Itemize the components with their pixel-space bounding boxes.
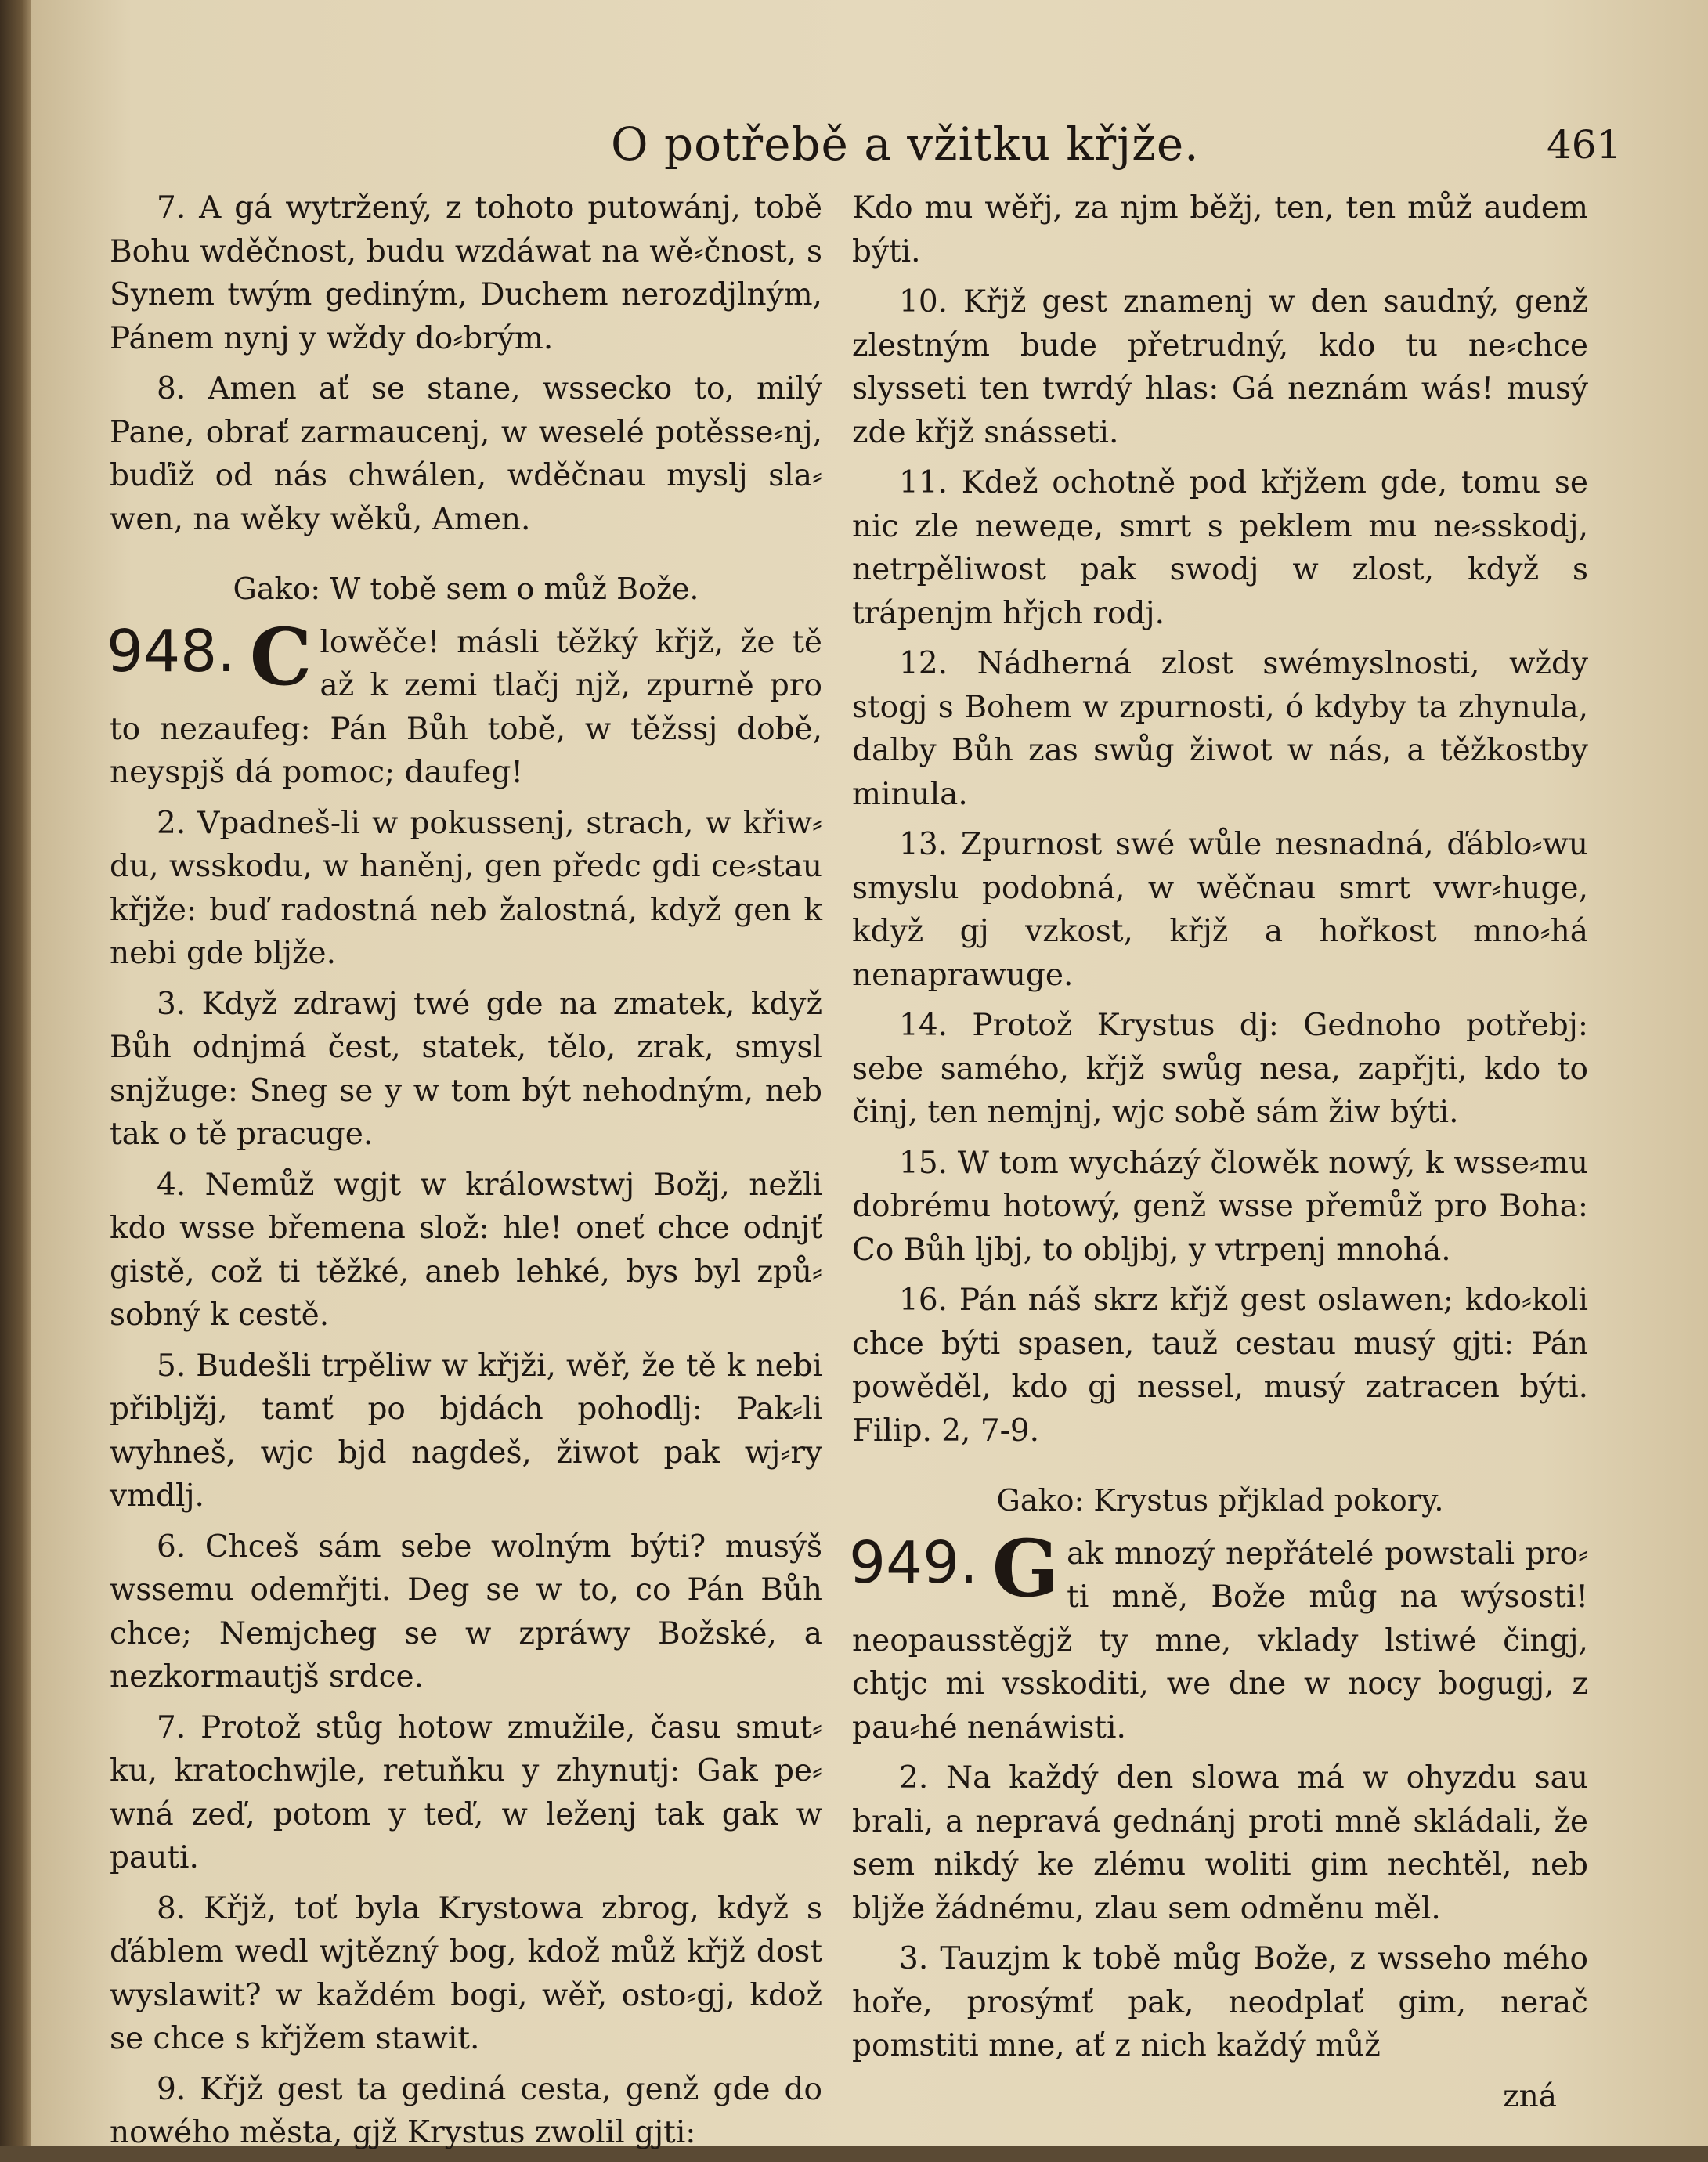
verse-16: 16. Pán náš skrz křjž gest oslawen; kdo⸗koli chce býti spasen, tauž cestau musý gjti: Pán powěděl, kdo gj nessel, musý zatracen býti. Filip. 2, 7-9. [852,1283,1588,1449]
verse-2: 2. Na každý den slowa má w ohyzdu sau brali, a nepravá gednánj proti mně skládali, že sem nikdý ke zlému woliti gim nechtěl, neb bljže žádnému, zlau sem odměnu měl. [852,1760,1588,1926]
page-number: 461 [1547,122,1622,168]
verse-6: 6. Chceš sám sebe wolným býti? musýš wssemu odemřjti. Deg se w to, co Pán Bůh chce; Nemjcheg se w zpráwy Božské, a nezkormautjš srdce. [110,1529,822,1695]
binding-gutter [0,0,31,2146]
left-column [107,186,822,2162]
verse-12: 12. Nádherná zlost swémyslnosti, wždy stogj s Bohem w zpurnosti, ó kdyby ta zhynula, dalby Bůh zas swůg žiwot w nás, a těžkostby minula. [852,646,1588,812]
verse-14: 14. Protož Krystus dj: Gednoho potřebj: sebe samého, křjž swůg nesa, zapřjti, kdo to činj, ten nemjnj, wjc sobě sám žiw býti. [852,1008,1588,1130]
verse-5: 5. Budešli trpěliw w křjži, wěř, že tě k nebi přibljžj, tamť po bjdách pohodlj: Pak⸗li wyhneš, wjc bjd nagdeš, žiwot pak wj⸗ry vmdlj. [110,1348,822,1514]
verse-text: ak mnozý nepřátelé powstali pro⸗ti mně, Bože můg na wýsosti! neopausstěgjž ty mne, vklady lstiwé čingj, chtjc mi vsskoditi, we dne w nocy bogugj, z pau⸗hé nenáwisti. [852,1536,1588,1745]
catchword: zná [1503,2078,1557,2114]
hymn-949-first-verse [849,1521,1588,1750]
verse-9-continued: Kdo mu wěřj, za njm běžj, ten, ten můž audem býti. [852,190,1588,269]
verse-8: 8. Amen ať se stane, wssecko to, milý Pane, obrať zarmaucenj, w weselé potěsse⸗nj, buďiž od nás chwálen, wděčnau myslj sla⸗wen, na wěky wěků, Amen. [110,371,822,537]
verse-9: 9. Křjž gest ta gediná cesta, genž gde do nowého města, gjž Krystus zwolil gjti: [110,2071,822,2150]
hymn-number: 949. [849,1529,978,1597]
book-page [31,0,1708,2150]
page-header [31,117,1708,180]
verse-text: lowěče! másli těžký křjž, že tě až k zemi tlačj njž, zpurně pro to nezaufeg: Pán Bůh tobě, w těžssj době, neyspjš dá pomoc; daufeg! [110,624,822,790]
verse-3: 3. Tauzjm k tobě můg Bože, z wsseho mého hoře, prosýmť pak, neodplať gim, nerač pomstiti mne, ať z nich každý můž [852,1941,1588,2063]
verse-7b: 7. Protož stůg hotow zmužile, času smut⸗ku, kratochwjle, retuňku y zhynutj: Gak pe⸗wná zeď, potom y teď, w leženj tak gak w pauti. [110,1709,822,1875]
verse-3: 3. Když zdrawj twé gde na zmatek, když Bůh odnjmá čest, statek, tělo, zrak, smysl snjžuge: Sneg se y w tom být nehodným, neb tak o tě pracuge. [110,986,822,1152]
verse-11: 11. Kdež ochotně pod křjžem gde, tomu se nic zle neweде, smrt s peklem mu ne⸗sskodj, netrpěliwost pak swodj w zlost, když s trápenjm hřjch rodj. [852,465,1588,631]
drop-capital: C [249,610,312,703]
verse-13: 13. Zpurnost swé wůle nesnadná, ďáblo⸗wu smyslu podobná, w wěčnau smrt vwr⸗huge, když gj vzkost, křjž a hořkost mno⸗há nenaprawuge. [852,827,1588,993]
hymn-number: 948. [107,617,236,685]
hymn-948-first-verse [107,610,822,795]
running-title: O potřebě a vžitku křjže. [611,117,1200,171]
verse-8b: 8. Křjž, toť byla Krystowa zbrog, když s ďáblem wedl wjtězný bog, kdož můž křjž dost wyslawit? w každém bogi, wěř, osto⸗gj, kdož se chce s křjžem stawit. [110,1890,822,2056]
verse-15: 15. W tom wycházý člowěk nowý, k wsse⸗mu dobrému hotowý, genž wsse přemůž pro Boha: Co Bůh ljbj, to obljbj, y vtrpenj mnohá. [852,1145,1588,1268]
verse-2: 2. Vpadneš-li w pokussenj, strach, w křiw⸗du, wsskodu, w haněnj, gen předc gdi ce⸗stau křjže: buď radostná neb žalostná, když gen k nebi gde bljže. [110,805,822,971]
right-column [849,186,1588,2118]
tune-heading: Gako: W tobě sem o můž Bože. [233,572,699,606]
drop-capital: G [991,1521,1060,1615]
verse-4: 4. Nemůž wgjt w králowstwj Božj, nežli kdo wsse břemena slož: hle! oneť chce odnjť gistě, což ti těžké, aneb lehké, bys byl způ⸗sobný k cestě. [110,1167,822,1333]
verse-10: 10. Křjž gest znamenj w den saudný, genž zlestným bude přetrudný, kdo tu ne⸗chce slysseti ten twrdý hlas: Gá neznám wás! musý zde křjž snásseti. [852,284,1588,450]
tune-heading: Gako: Krystus přjklad pokory. [996,1483,1444,1518]
verse-7: 7. A gá wytržený, z tohoto putowánj, tobě Bohu wděčnost, budu wzdáwat na wě⸗čnost, s Synem twým gediným, Duchem nerozdjlným, Pánem nynj y wždy do⸗brým. [110,190,822,356]
